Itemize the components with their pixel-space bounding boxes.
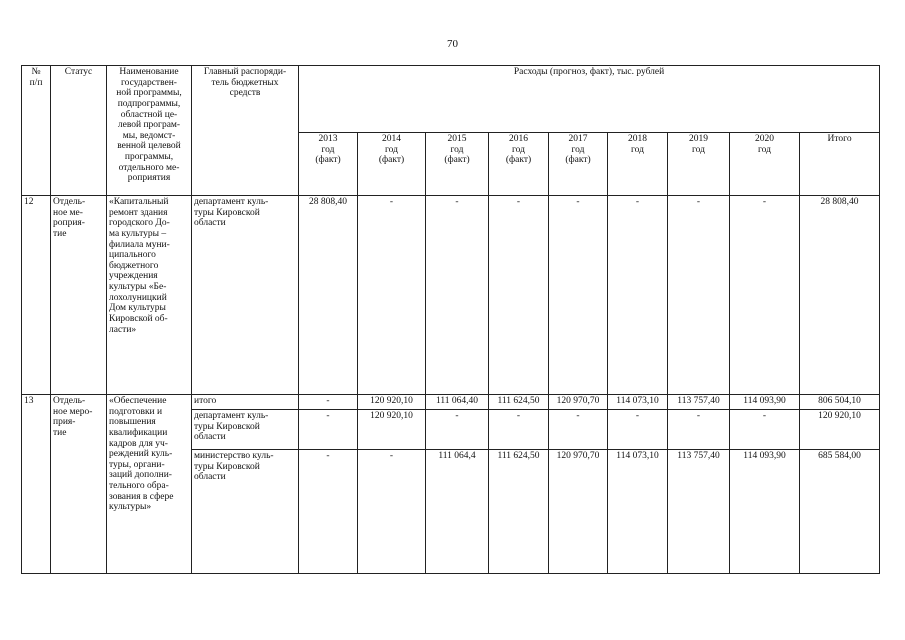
header-year: 2017 год (факт) (549, 133, 608, 196)
row-status: Отдель- ное меро- прия- тие (51, 395, 107, 574)
header-expenses: Расходы (прогноз, факт), тыс. рублей (299, 66, 880, 133)
header-status: Статус (51, 66, 107, 196)
value-cell: - (299, 410, 358, 450)
budget-table (21, 65, 880, 574)
table-row (22, 196, 880, 395)
value-cell: - (668, 410, 730, 450)
header-year: 2020 год (730, 133, 800, 196)
value-cell: 113 757,40 (668, 395, 730, 410)
value-cell: - (489, 410, 549, 450)
value-cell: 120 920,10 (358, 410, 426, 450)
value-cell: - (730, 410, 800, 450)
header-year: 2013 год (факт) (299, 133, 358, 196)
value-cell: 28 808,40 (299, 196, 358, 395)
value-cell: 111 064,40 (426, 395, 489, 410)
row-number: 12 (22, 196, 51, 395)
row-name: «Обеспечение подготовки и повышения квалификации кадров для уч- реждений куль- туры, органи- заций дополни- тельного обра- зования в сфере культуры» (107, 395, 192, 574)
total-cell: 806 504,10 (800, 395, 880, 410)
header-administrator: Главный распоряди- тель бюджетных средств (192, 66, 299, 196)
value-cell: 114 093,90 (730, 395, 800, 410)
row-number: 13 (22, 395, 51, 574)
row-administrator: департамент куль- туры Кировской области (192, 196, 299, 395)
value-cell: - (549, 196, 608, 395)
value-cell: 111 624,50 (489, 450, 549, 574)
value-cell: 120 970,70 (549, 450, 608, 574)
value-cell: - (426, 410, 489, 450)
header-year: 2018 год (608, 133, 668, 196)
page-number: 70 (447, 38, 458, 50)
value-cell: 114 073,10 (608, 395, 668, 410)
value-cell: - (608, 410, 668, 450)
value-cell: - (426, 196, 489, 395)
row-administrator: итого (192, 395, 299, 410)
header-name: Наименование государствен- ной программы, подпрограммы, областной це- левой програм- мы, ведомст- венной целевой программы, отдельного ме- роприятия (107, 66, 192, 196)
value-cell: - (358, 196, 426, 395)
header-number: № п/п (22, 66, 51, 196)
value-cell: - (299, 395, 358, 410)
value-cell: 120 920,10 (358, 395, 426, 410)
table-row (22, 395, 880, 410)
header-year: 2019 год (668, 133, 730, 196)
value-cell: - (730, 196, 800, 395)
row-administrator: министерство куль- туры Кировской области (192, 450, 299, 574)
value-cell: 114 093,90 (730, 450, 800, 574)
value-cell: - (608, 196, 668, 395)
total-cell: 28 808,40 (800, 196, 880, 395)
value-cell: 111 064,4 (426, 450, 489, 574)
total-cell: 120 920,10 (800, 410, 880, 450)
value-cell: 111 624,50 (489, 395, 549, 410)
value-cell: - (489, 196, 549, 395)
value-cell: - (358, 450, 426, 574)
header-year: 2016 год (факт) (489, 133, 549, 196)
header-year: 2014 год (факт) (358, 133, 426, 196)
value-cell: 113 757,40 (668, 450, 730, 574)
value-cell: - (668, 196, 730, 395)
row-name: «Капитальный ремонт здания городского До- ма культуры – филиала муни- ципального бюджетного учреждения культуры «Бе- лохолуницкий Дом культуры Кировской об- ласти» (107, 196, 192, 395)
header-year: 2015 год (факт) (426, 133, 489, 196)
value-cell: 120 970,70 (549, 395, 608, 410)
value-cell: - (299, 450, 358, 574)
total-cell: 685 584,00 (800, 450, 880, 574)
row-administrator: департамент куль- туры Кировской области (192, 410, 299, 450)
value-cell: 114 073,10 (608, 450, 668, 574)
row-status: Отдель- ное ме- роприя- тие (51, 196, 107, 395)
header-row (22, 66, 880, 133)
value-cell: - (549, 410, 608, 450)
header-total: Итого (800, 133, 880, 196)
